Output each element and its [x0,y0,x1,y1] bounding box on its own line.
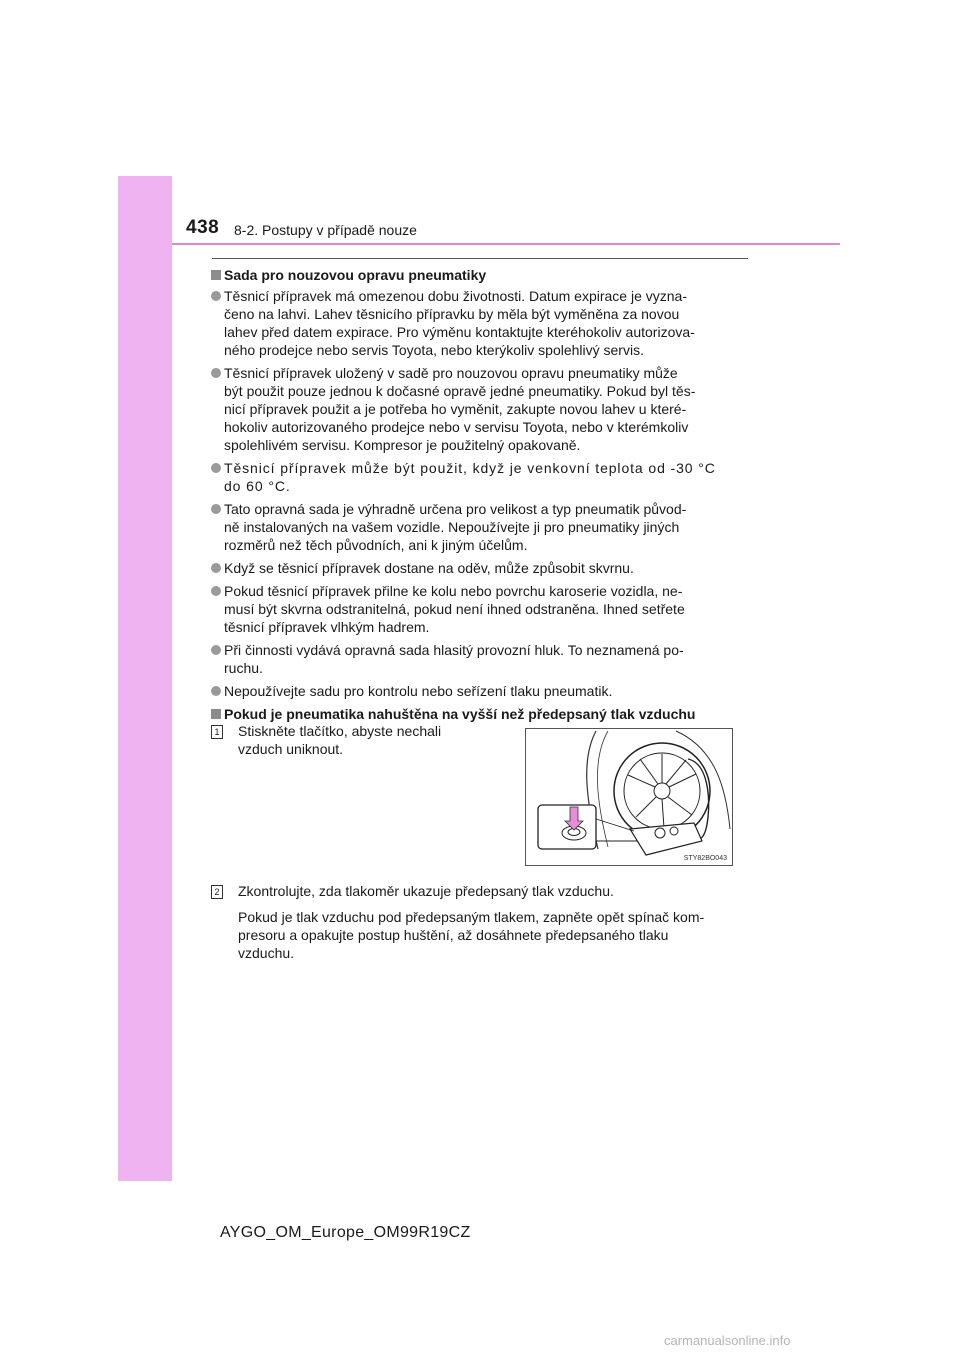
bullet-line: ně instalovaných na vašem vozidle. Nepoužívejte ji pro pneumatiky jiných [224,519,680,535]
bullet-line: ruchu. [224,660,263,676]
bullet-line: Těsnicí přípravek může být použit, když je venkovní teplota od -30 °C [224,460,716,476]
bullet-line: Když se těsnicí přípravek dostane na oděv, může způsobit skvrnu. [224,560,634,576]
step-line: Stiskněte tlačítko, abyste nechali [238,723,442,739]
section-heading [211,705,749,723]
bullet-line: rozměrů než těch původních, ani k jiným účelům. [224,537,528,553]
bullet-line: Těsnicí přípravek má omezenou dobu životnosti. Datum expirace je vyzna- [224,288,687,304]
bullet-line: Nepoužívejte sadu pro kontrolu nebo seřízení tlaku pneumatik. [224,683,613,699]
step-number-box: 2 [211,885,223,899]
bullet-item [211,287,749,359]
section-title: 8-2. Postupy v případě nouze [234,222,417,238]
bullet-item [211,364,749,454]
note-line: vzduchu. [238,945,295,961]
bullet-dot-icon [211,291,221,301]
bullet-item [211,559,749,577]
section-heading [211,266,749,284]
bullet-line: Pokud těsnicí přípravek přilne ke kolu nebo povrchu karoserie vozidla, ne- [224,583,683,599]
section-heading-text: Sada pro nouzovou opravu pneumatiky [224,267,487,283]
page-number: 438 [186,217,220,238]
square-bullet-icon [211,270,221,280]
step-number-box: 1 [211,725,223,739]
note-line: presoru a opakujte postup huštění, až dosáhnete předepsaného tlaku [238,927,669,943]
content-divider [212,258,748,259]
step-1 [211,722,511,758]
bullet-line: Při činnosti vydává opravná sada hlasitý provozní hluk. To neznamená po- [224,642,684,658]
step-line: vzduch uniknout. [238,741,344,757]
tire-compressor-illustration [525,728,733,866]
bullet-line: Těsnicí přípravek uložený v sadě pro nouzovou opravu pneumatiky může [224,365,678,381]
document-id: AYGO_OM_Europe_OM99R19CZ [220,1224,471,1241]
page-content [211,266,749,726]
bullet-line: ného prodejce nebo servis Toyota, nebo kterýkoliv spolehlivý servis. [224,342,644,358]
bullet-line: lahev před datem expirace. Pro výměnu kontaktujte kteréhokoliv autorizova- [224,324,695,340]
step-note [211,908,749,962]
chapter-side-band [118,176,172,1181]
bullet-item [211,641,749,677]
bullet-item [211,500,749,554]
bullet-dot-icon [211,586,221,596]
bullet-line: hokoliv autorizovaného prodejce nebo v servisu Toyota, nebo v kterémkoliv [224,419,689,435]
square-bullet-icon [211,709,221,719]
bullet-item [211,682,749,700]
bullet-line: těsnicí přípravek vlhkým hadrem. [224,619,430,635]
bullet-line: být použit pouze jednou k dočasné opravě jedné pneumatiky. Pokud byl těs- [224,383,696,399]
bullet-dot-icon [211,563,221,573]
bullet-line: do 60 °C. [224,478,291,494]
bullet-dot-icon [211,686,221,696]
bullet-dot-icon [211,504,221,514]
bullet-dot-icon [211,645,221,655]
bullet-dot-icon [211,463,221,473]
section-heading-text: Pokud je pneumatika nahuštěna na vyšší než předepsaný tlak vzduchu [224,706,696,722]
bullet-line: spolehlivém servisu. Kompresor je použitelný opakovaně. [224,437,581,453]
bullet-dot-icon [211,368,221,378]
bullet-line: musí být skvrna odstranitelná, pokud není ihned odstraněna. Ihned setřete [224,601,685,617]
bullet-item [211,459,749,495]
step-2 [211,882,749,962]
bullet-line: čeno na lahvi. Lahev těsnicího přípravku by měla být vyměněna za novou [224,306,680,322]
watermark: carmanualsonline.info [664,1333,791,1348]
bullet-line: nicí přípravek použit a je potřeba ho vyměnit, zakupte novou lahev u které- [224,401,687,417]
header-rule [172,243,840,245]
step-text: Zkontrolujte, zda tlakoměr ukazuje předepsaný tlak vzduchu. [238,883,614,899]
compressor-drawing [526,729,732,865]
bullet-item [211,582,749,636]
note-line: Pokud je tlak vzduchu pod předepsaným tlakem, zapněte opět spínač kom- [238,909,705,925]
figure-code: STY82BO043 [683,855,727,862]
bullet-line: Tato opravná sada je výhradně určena pro velikost a typ pneumatik původ- [224,501,687,517]
